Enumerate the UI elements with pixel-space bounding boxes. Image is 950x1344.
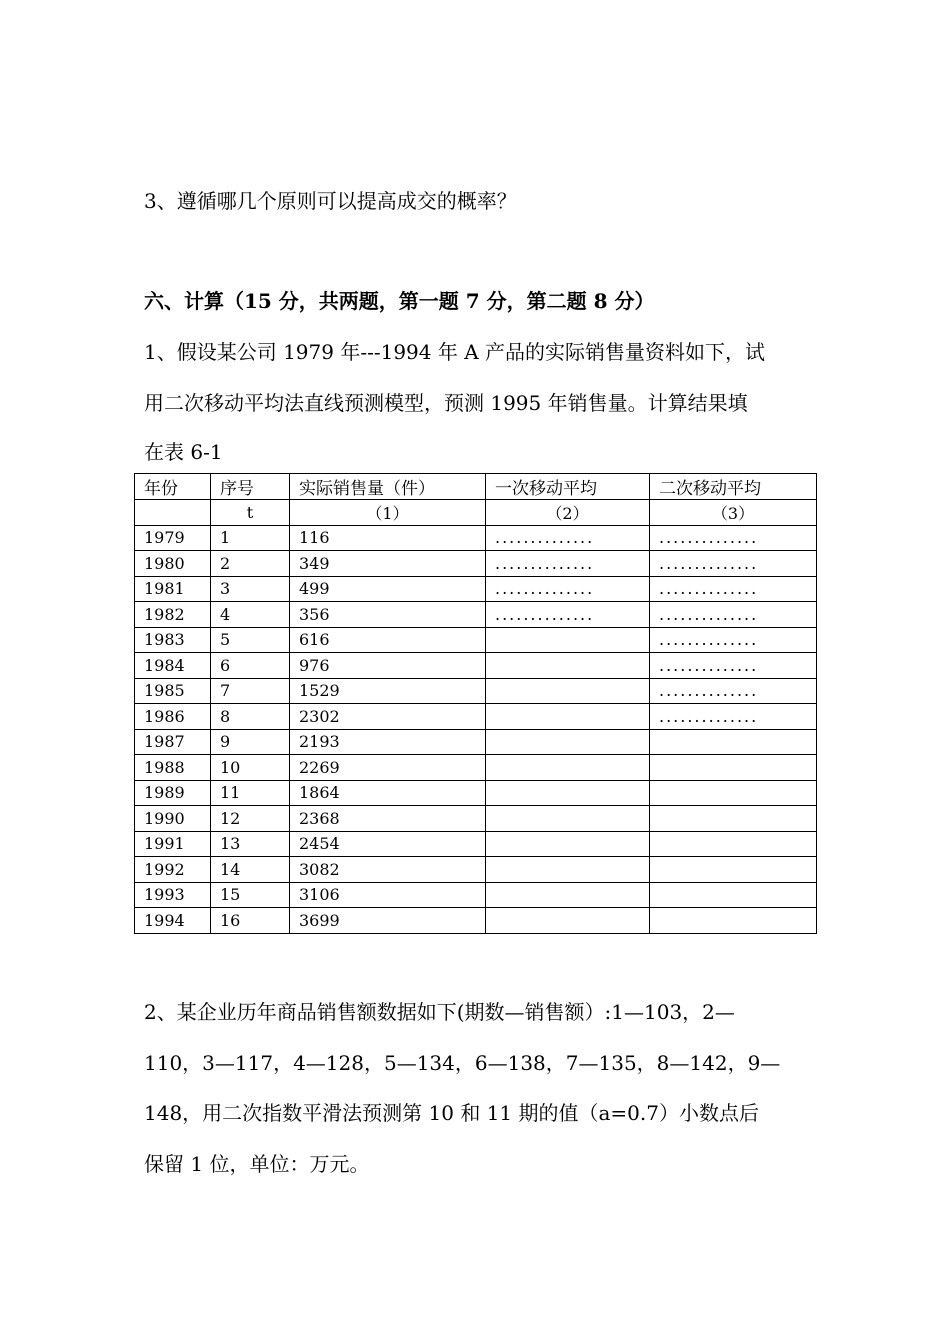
header-actual-sales: 实际销售量（件） — [290, 474, 486, 500]
first-average-cell — [486, 729, 650, 755]
sales-cell: 2269 — [290, 755, 486, 781]
second-average-cell — [650, 882, 817, 908]
sales-cell: 616 — [290, 627, 486, 653]
year-cell: 1993 — [135, 882, 211, 908]
table-row — [135, 729, 817, 755]
subheader-col-2: （2） — [486, 500, 650, 526]
index-cell: 2 — [211, 551, 290, 577]
table-row — [135, 551, 817, 577]
second-average-cell: .............. — [650, 627, 817, 653]
year-cell: 1991 — [135, 831, 211, 857]
second-average-cell: .............. — [650, 576, 817, 602]
year-cell: 1988 — [135, 755, 211, 781]
first-average-cell — [486, 678, 650, 704]
year-cell: 1985 — [135, 678, 211, 704]
first-average-cell — [486, 857, 650, 883]
table-subheader-row — [135, 500, 817, 526]
index-cell: 4 — [211, 602, 290, 628]
first-average-cell — [486, 806, 650, 832]
first-average-cell — [486, 908, 650, 934]
year-cell: 1990 — [135, 806, 211, 832]
index-cell: 16 — [211, 908, 290, 934]
problem-2-line-1: 2、某企业历年商品销售额数据如下(期数—销售额）:1—103，2— — [144, 1000, 735, 1024]
year-cell: 1984 — [135, 653, 211, 679]
sales-cell: 1864 — [290, 780, 486, 806]
table-row — [135, 704, 817, 730]
first-average-cell — [486, 831, 650, 857]
index-cell: 14 — [211, 857, 290, 883]
year-cell: 1987 — [135, 729, 211, 755]
header-second-moving-average: 二次移动平均 — [650, 474, 817, 500]
sales-cell: 349 — [290, 551, 486, 577]
second-average-cell — [650, 729, 817, 755]
second-average-cell — [650, 755, 817, 781]
index-cell: 3 — [211, 576, 290, 602]
year-cell: 1989 — [135, 780, 211, 806]
table-row — [135, 755, 817, 781]
index-cell: 1 — [211, 525, 290, 551]
second-average-cell: .............. — [650, 653, 817, 679]
year-cell: 1994 — [135, 908, 211, 934]
first-average-cell — [486, 780, 650, 806]
year-cell: 1982 — [135, 602, 211, 628]
header-year: 年份 — [135, 474, 211, 500]
sales-table — [134, 473, 817, 934]
sales-cell: 3082 — [290, 857, 486, 883]
header-first-moving-average: 一次移动平均 — [486, 474, 650, 500]
year-cell: 1992 — [135, 857, 211, 883]
table-row — [135, 602, 817, 628]
subheader-year — [135, 500, 211, 526]
first-average-cell: .............. — [486, 551, 650, 577]
problem-2-line-4: 保留 1 位，单位：万元。 — [144, 1152, 370, 1176]
table-row — [135, 882, 817, 908]
problem-1-line-2: 用二次移动平均法直线预测模型，预测 1995 年销售量。计算结果填 — [144, 391, 748, 415]
header-index: 序号 — [211, 474, 290, 500]
first-average-cell: .............. — [486, 576, 650, 602]
second-average-cell: .............. — [650, 704, 817, 730]
index-cell: 6 — [211, 653, 290, 679]
table-row — [135, 627, 817, 653]
second-average-cell — [650, 780, 817, 806]
sales-cell: 116 — [290, 525, 486, 551]
sales-cell: 3699 — [290, 908, 486, 934]
question-3: 3、遵循哪几个原则可以提高成交的概率？ — [144, 189, 517, 213]
index-cell: 13 — [211, 831, 290, 857]
second-average-cell — [650, 806, 817, 832]
problem-2-line-3: 148，用二次指数平滑法预测第 10 和 11 期的值（a=0.7）小数点后 — [144, 1101, 759, 1125]
index-cell: 11 — [211, 780, 290, 806]
table-row — [135, 780, 817, 806]
first-average-cell: .............. — [486, 525, 650, 551]
index-cell: 7 — [211, 678, 290, 704]
table-row — [135, 831, 817, 857]
sales-cell: 1529 — [290, 678, 486, 704]
year-cell: 1983 — [135, 627, 211, 653]
sales-cell: 2302 — [290, 704, 486, 730]
year-cell: 1986 — [135, 704, 211, 730]
year-cell: 1981 — [135, 576, 211, 602]
problem-1-line-1: 1、假设某公司 1979 年---1994 年 A 产品的实际销售量资料如下，试 — [144, 340, 766, 364]
table-row — [135, 857, 817, 883]
subheader-index: t — [211, 500, 290, 526]
table-row — [135, 653, 817, 679]
second-average-cell — [650, 831, 817, 857]
table-row — [135, 525, 817, 551]
index-cell: 9 — [211, 729, 290, 755]
second-average-cell: .............. — [650, 602, 817, 628]
sales-cell: 2368 — [290, 806, 486, 832]
sales-cell: 976 — [290, 653, 486, 679]
table-row — [135, 576, 817, 602]
table-row — [135, 908, 817, 934]
table-header-row — [135, 474, 817, 500]
index-cell: 10 — [211, 755, 290, 781]
problem-1-line-3: 在表 6-1 — [144, 440, 223, 464]
sales-cell: 2454 — [290, 831, 486, 857]
second-average-cell — [650, 857, 817, 883]
table-row — [135, 806, 817, 832]
second-average-cell: .............. — [650, 678, 817, 704]
second-average-cell: .............. — [650, 525, 817, 551]
first-average-cell — [486, 704, 650, 730]
first-average-cell: .............. — [486, 602, 650, 628]
second-average-cell — [650, 908, 817, 934]
first-average-cell — [486, 653, 650, 679]
sales-cell: 499 — [290, 576, 486, 602]
sales-cell: 356 — [290, 602, 486, 628]
first-average-cell — [486, 882, 650, 908]
sales-cell: 3106 — [290, 882, 486, 908]
index-cell: 5 — [211, 627, 290, 653]
table-row — [135, 678, 817, 704]
problem-2-line-2: 110，3—117，4—128，5—134，6—138，7—135，8—142，9— — [144, 1051, 781, 1075]
index-cell: 15 — [211, 882, 290, 908]
section-6-heading: 六、计算（15 分，共两题，第一题 7 分，第二题 8 分） — [144, 289, 655, 313]
year-cell: 1980 — [135, 551, 211, 577]
first-average-cell — [486, 627, 650, 653]
first-average-cell — [486, 755, 650, 781]
subheader-col-1: （1） — [290, 500, 486, 526]
index-cell: 12 — [211, 806, 290, 832]
subheader-col-3: （3） — [650, 500, 817, 526]
index-cell: 8 — [211, 704, 290, 730]
second-average-cell: .............. — [650, 551, 817, 577]
year-cell: 1979 — [135, 525, 211, 551]
sales-cell: 2193 — [290, 729, 486, 755]
